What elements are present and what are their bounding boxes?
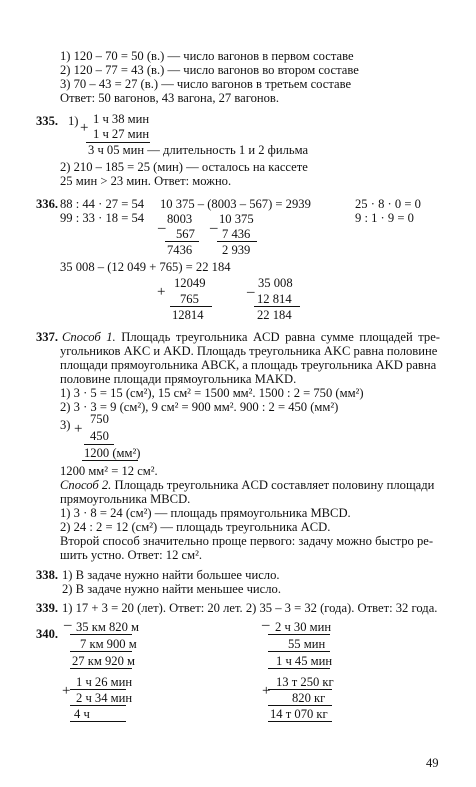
p337-line-1	[62, 330, 440, 344]
result-line	[254, 306, 300, 307]
p336-c1-b: 567	[176, 227, 195, 241]
p337-c5-b: 450	[90, 429, 109, 443]
underline	[82, 460, 138, 461]
page-number: 49	[426, 756, 439, 770]
problem-338-number: 338.	[36, 568, 59, 582]
p336-c2-b: 7 436	[222, 227, 251, 241]
p340-c-1: 1 ч 26 мин	[76, 675, 133, 689]
p340-a-2: 7 км 900 м	[80, 637, 137, 651]
p335-sum-note: — длительность 1 и 2 фильма	[144, 143, 309, 157]
p337-method-2-text: Площадь треугольника ACD составляет половину площади	[114, 478, 435, 492]
minus-sign: –	[210, 220, 218, 236]
p340-b-1: 2 ч 30 мин	[275, 620, 332, 634]
problem-340-number: 340.	[36, 627, 59, 641]
p336-c3-result: 12814	[172, 308, 204, 322]
p337-line-2: угольников AKC и AKD. Площадь треугольника AKC равна половине	[60, 344, 438, 358]
result-line	[84, 444, 114, 445]
p336-c1-a: 8003	[167, 212, 193, 226]
problem-335-number: 335.	[36, 114, 59, 128]
top-line-3: 3) 70 – 43 = 27 (в.) — число вагонов в третьем составе	[60, 77, 352, 91]
p337-line-4: половине площади прямоугольника MAKD.	[60, 372, 297, 386]
p337-method-2-line	[60, 478, 434, 492]
problem-336-number: 336.	[36, 197, 59, 211]
p337-step-1: 1) 3 · 5 = 15 (см²), 15 см² = 1500 мм². 1500 : 2 = 750 (мм²)	[60, 386, 364, 400]
minus-sign: –	[158, 220, 166, 236]
p337-step-2: 2) 3 · 3 = 9 (см²), 9 см² = 900 мм². 900 : 2 = 450 (мм²)	[60, 400, 339, 414]
minus-sign: –	[247, 284, 255, 300]
p336-c4-a: 35 008	[258, 276, 293, 290]
underline	[70, 668, 132, 669]
result-line	[217, 241, 257, 242]
result-line	[165, 241, 199, 242]
plus-sign: +	[74, 421, 83, 437]
p337-final-1: Второй способ значительно проще первого: задачу можно быстро ре-	[60, 534, 434, 548]
minus-sign: –	[262, 617, 270, 633]
p336-c2-a: 10 375	[219, 212, 254, 226]
plus-sign: +	[157, 284, 166, 300]
p337-final-2: шить устно. Ответ: 12 см².	[60, 548, 202, 562]
p336-expr-2: 99 : 33 · 18 = 54	[60, 211, 145, 225]
p335-sum-line	[88, 143, 308, 157]
separator-line	[70, 689, 126, 690]
p340-d-result: 14 т 070 кг	[270, 707, 328, 721]
p336-c3-a: 12049	[174, 276, 206, 290]
p337-m2-step-1: 1) 3 · 8 = 24 (см²) — площадь прямоугольника MBCD.	[60, 506, 351, 520]
p337-line-3: площади прямоугольника ABCK, а площадь треугольника AKD равна	[60, 358, 437, 372]
p340-a-result: 27 км 920 м	[72, 654, 135, 668]
p337-method-1-text: Площадь треугольника ACD равна сумме площадей тре-	[121, 330, 440, 344]
top-answer: Ответ: 50 вагонов, 43 вагона, 27 вагонов.	[60, 91, 280, 105]
p340-a-1: 35 км 820 м	[76, 620, 139, 634]
plus-sign: +	[262, 683, 271, 699]
p335-line-3: 25 мин > 23 мин. Ответ: можно.	[60, 174, 232, 188]
underline	[268, 668, 330, 669]
result-line	[268, 705, 332, 706]
p335-line-2: 2) 210 – 185 = 25 (мин) — осталось на кассете	[60, 160, 308, 174]
p340-b-2: 55 мин	[288, 637, 326, 651]
p336-c2-result: 2 939	[222, 243, 251, 257]
p336-expr-5: 9 : 1 · 9 = 0	[355, 211, 414, 225]
p335-sum: 3 ч 05 мин	[88, 143, 145, 157]
p337-conversion: 1200 мм² = 12 см².	[60, 464, 158, 478]
p340-c-2: 2 ч 34 мин	[76, 691, 133, 705]
p336-expr-6: 35 008 – (12 049 + 765) = 22 184	[60, 260, 231, 274]
top-line-2: 2) 120 – 77 = 43 (в.) — число вагонов во втором составе	[60, 63, 359, 77]
p337-c5-result: 1200 (мм²)	[84, 446, 141, 460]
result-line	[70, 705, 126, 706]
p340-d-1: 13 т 250 кг	[276, 675, 334, 689]
p336-expr-3: 10 375 – (8003 – 567) = 2939	[160, 197, 311, 211]
problem-339-number: 339.	[36, 601, 59, 615]
p336-c4-b: 12 814	[257, 292, 292, 306]
separator-line	[268, 689, 332, 690]
p337-m2-step-2: 2) 24 : 2 = 12 (см²) — площадь треугольника ACD.	[60, 520, 331, 534]
p340-b-result: 1 ч 45 мин	[276, 654, 333, 668]
separator-line	[70, 634, 132, 635]
underline	[268, 721, 332, 722]
p337-method-2-label: Способ 2.	[60, 478, 112, 492]
p336-expr-4: 25 · 8 · 0 = 0	[355, 197, 421, 211]
plus-sign: +	[62, 683, 71, 699]
problem-335-step1: 1)	[68, 114, 79, 128]
p338-line-2: 2) В задаче нужно найти меньшее число.	[62, 582, 281, 596]
p337-method-2-line-2: прямоугольника MBCD.	[60, 492, 191, 506]
p336-c4-result: 22 184	[257, 308, 292, 322]
p337-step-3: 3)	[60, 418, 71, 432]
p336-c3-b: 765	[180, 292, 199, 306]
underline	[70, 721, 126, 722]
p339-text: 1) 17 + 3 = 20 (лет). Ответ: 20 лет. 2) 35 – 3 = 32 (года). Ответ: 32 года.	[62, 601, 438, 615]
separator-line	[268, 634, 330, 635]
plus-sign: +	[80, 120, 89, 136]
p340-d-2: 820 кг	[292, 691, 326, 705]
minus-sign: –	[64, 617, 72, 633]
p340-c-result: 4 ч	[74, 707, 90, 721]
result-line	[170, 306, 212, 307]
top-line-1: 1) 120 – 70 = 50 (в.) — число вагонов в первом составе	[60, 49, 354, 63]
result-line	[70, 651, 132, 652]
p336-expr-1: 88 : 44 · 27 = 54	[60, 197, 145, 211]
p337-c5-a: 750	[90, 412, 109, 426]
p336-c1-result: 7436	[167, 243, 193, 257]
problem-337-number: 337.	[36, 330, 59, 344]
p338-line-1: 1) В задаче нужно найти большее число.	[62, 568, 280, 582]
p337-method-1-label: Способ 1.	[62, 330, 116, 344]
p335-addend-1: 1 ч 38 мин	[93, 112, 150, 126]
p335-addend-2: 1 ч 27 мин	[93, 127, 150, 141]
result-line	[268, 651, 330, 652]
